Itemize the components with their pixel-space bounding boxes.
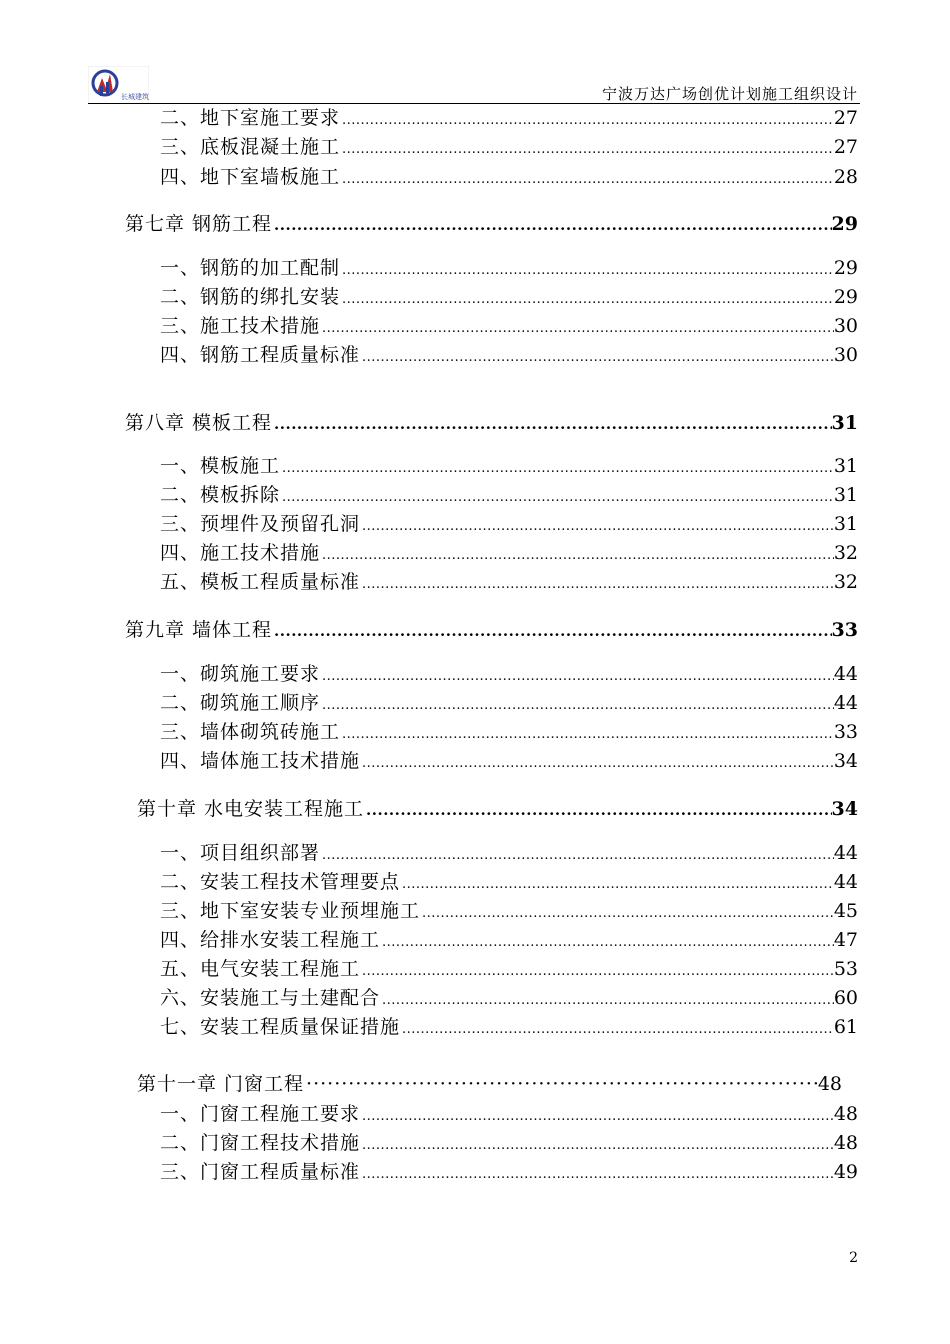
header-rule bbox=[88, 103, 860, 104]
toc-page: 44 bbox=[833, 842, 858, 864]
toc-leader bbox=[304, 1071, 818, 1097]
toc-chapter-label: 第八章 模板工程 bbox=[125, 412, 273, 434]
toc-leader bbox=[360, 751, 834, 777]
toc-entry[interactable] bbox=[160, 719, 858, 745]
toc-leader bbox=[360, 1162, 834, 1188]
toc-label: 二、钢筋的绑扎安装 bbox=[160, 286, 341, 308]
toc-chapter-label: 第七章 钢筋工程 bbox=[125, 213, 273, 235]
toc-entry[interactable] bbox=[160, 748, 858, 774]
toc-entry[interactable] bbox=[160, 1130, 858, 1156]
toc-label: 五、电气安装工程施工 bbox=[160, 958, 361, 980]
toc-leader bbox=[272, 411, 832, 437]
toc-chapter-label: 第九章 墙体工程 bbox=[125, 619, 273, 641]
toc-chapter[interactable] bbox=[125, 211, 858, 237]
toc-page: 61 bbox=[833, 1016, 858, 1038]
toc-label: 三、门窗工程质量标准 bbox=[160, 1161, 361, 1183]
toc-leader bbox=[360, 1104, 834, 1130]
toc-page: 31 bbox=[833, 455, 858, 477]
toc-leader bbox=[340, 137, 834, 163]
toc-entry[interactable] bbox=[160, 690, 858, 716]
toc-entry[interactable] bbox=[160, 255, 858, 281]
logo-text: 长城建筑 bbox=[121, 93, 149, 101]
toc-label: 三、地下室安装专业预埋施工 bbox=[160, 900, 421, 922]
toc-chapter[interactable] bbox=[125, 617, 858, 643]
toc-page: 44 bbox=[833, 663, 858, 685]
document-header-title: 宁波万达广场创优计划施工组织设计 bbox=[601, 85, 858, 103]
toc-page: 60 bbox=[833, 987, 858, 1009]
toc-page: 29 bbox=[833, 257, 858, 279]
toc-entry[interactable] bbox=[160, 985, 858, 1011]
toc-entry[interactable] bbox=[160, 540, 858, 566]
toc-label: 四、地下室墙板施工 bbox=[160, 166, 341, 188]
toc-page: 32 bbox=[833, 571, 858, 593]
toc-label: 四、钢筋工程质量标准 bbox=[160, 344, 361, 366]
toc-chapter-label: 第十一章 门窗工程 bbox=[137, 1073, 305, 1095]
toc-page: 33 bbox=[831, 619, 858, 641]
toc-chapter[interactable] bbox=[137, 796, 858, 822]
toc-label: 二、模板拆除 bbox=[160, 484, 281, 506]
toc-leader bbox=[280, 456, 834, 482]
toc-label: 一、项目组织部署 bbox=[160, 842, 321, 864]
toc-leader bbox=[340, 108, 834, 134]
toc-entry[interactable] bbox=[160, 869, 858, 895]
toc-page: 44 bbox=[833, 871, 858, 893]
toc-leader bbox=[272, 212, 832, 238]
toc-page: 45 bbox=[833, 900, 858, 922]
toc-page: 31 bbox=[833, 513, 858, 535]
toc-page: 44 bbox=[833, 692, 858, 714]
toc-label: 二、砌筑施工顺序 bbox=[160, 692, 321, 714]
toc-entry[interactable] bbox=[160, 164, 858, 190]
page-number: 2 bbox=[849, 1250, 858, 1266]
toc-entry[interactable] bbox=[160, 1159, 858, 1185]
toc-entry[interactable] bbox=[160, 511, 858, 537]
toc-label: 二、安装工程技术管理要点 bbox=[160, 871, 401, 893]
toc-leader bbox=[360, 514, 834, 540]
toc-label: 四、墙体施工技术措施 bbox=[160, 750, 361, 772]
toc-page: 31 bbox=[831, 412, 858, 434]
toc-leader bbox=[340, 722, 834, 748]
toc-entry[interactable] bbox=[160, 956, 858, 982]
toc-label: 三、施工技术措施 bbox=[160, 315, 321, 337]
toc-label: 四、给排水安装工程施工 bbox=[160, 929, 381, 951]
toc-leader bbox=[320, 843, 834, 869]
toc-entry[interactable] bbox=[160, 661, 858, 687]
toc-leader bbox=[340, 258, 834, 284]
toc-leader bbox=[360, 572, 834, 598]
toc-entry[interactable] bbox=[160, 453, 858, 479]
toc-page: 29 bbox=[833, 286, 858, 308]
toc-entry[interactable] bbox=[160, 313, 858, 339]
toc-entry[interactable] bbox=[160, 134, 858, 160]
toc-page: 28 bbox=[833, 166, 858, 188]
toc-leader bbox=[320, 664, 834, 690]
toc-entry[interactable] bbox=[160, 105, 858, 131]
toc-page: 48 bbox=[833, 1103, 858, 1125]
toc-page: 53 bbox=[833, 958, 858, 980]
toc-label: 六、安装施工与土建配合 bbox=[160, 987, 381, 1009]
toc-entry[interactable] bbox=[160, 840, 858, 866]
toc-leader bbox=[364, 797, 832, 823]
toc-leader bbox=[340, 287, 834, 313]
toc-leader bbox=[280, 485, 834, 511]
toc-entry[interactable] bbox=[160, 1101, 858, 1127]
toc-page: 49 bbox=[833, 1161, 858, 1183]
toc-label: 三、底板混凝土施工 bbox=[160, 136, 341, 158]
toc-label: 七、安装工程质量保证措施 bbox=[160, 1016, 401, 1038]
toc-leader bbox=[320, 543, 834, 569]
toc-leader bbox=[360, 1133, 834, 1159]
toc-page: 48 bbox=[833, 1132, 858, 1154]
toc-page: 32 bbox=[833, 542, 858, 564]
toc-label: 一、砌筑施工要求 bbox=[160, 663, 321, 685]
toc-leader bbox=[400, 872, 834, 898]
toc-leader bbox=[360, 959, 834, 985]
toc-label: 一、模板施工 bbox=[160, 455, 281, 477]
toc-entry[interactable] bbox=[160, 1014, 858, 1040]
toc-entry[interactable] bbox=[160, 482, 858, 508]
toc-page: 47 bbox=[833, 929, 858, 951]
toc-leader bbox=[272, 618, 832, 644]
toc-leader bbox=[380, 930, 834, 956]
toc-label: 五、模板工程质量标准 bbox=[160, 571, 361, 593]
toc-page: 27 bbox=[833, 136, 858, 158]
toc-label: 三、墙体砌筑砖施工 bbox=[160, 721, 341, 743]
toc-entry[interactable] bbox=[160, 284, 858, 310]
toc-label: 二、门窗工程技术措施 bbox=[160, 1132, 361, 1154]
toc-page: 31 bbox=[833, 484, 858, 506]
toc-page: 29 bbox=[831, 213, 858, 235]
toc-chapter[interactable] bbox=[137, 1071, 842, 1097]
toc-chapter-label: 第十章 水电安装工程施工 bbox=[137, 798, 365, 820]
toc-page: 34 bbox=[833, 750, 858, 772]
toc-leader bbox=[320, 693, 834, 719]
toc-page: 30 bbox=[833, 344, 858, 366]
toc-leader bbox=[420, 901, 834, 927]
toc-label: 二、地下室施工要求 bbox=[160, 107, 341, 129]
toc-label: 一、钢筋的加工配制 bbox=[160, 257, 341, 279]
toc-entry[interactable] bbox=[160, 927, 858, 953]
toc-page: 30 bbox=[833, 315, 858, 337]
toc-page: 33 bbox=[833, 721, 858, 743]
toc-label: 一、门窗工程施工要求 bbox=[160, 1103, 361, 1125]
toc-entry[interactable] bbox=[160, 569, 858, 595]
toc-label: 三、预埋件及预留孔洞 bbox=[160, 513, 361, 535]
toc-leader bbox=[360, 345, 834, 371]
toc-chapter[interactable] bbox=[125, 410, 858, 436]
company-logo bbox=[88, 66, 149, 104]
toc-leader bbox=[380, 988, 834, 1014]
toc-page: 48 bbox=[817, 1073, 842, 1095]
toc-leader bbox=[340, 167, 834, 193]
toc-label: 四、施工技术措施 bbox=[160, 542, 321, 564]
toc-leader bbox=[320, 316, 834, 342]
toc-leader bbox=[400, 1017, 834, 1043]
toc-page: 27 bbox=[833, 107, 858, 129]
toc-entry[interactable] bbox=[160, 342, 858, 368]
toc-entry[interactable] bbox=[160, 898, 858, 924]
toc-page: 34 bbox=[831, 798, 858, 820]
